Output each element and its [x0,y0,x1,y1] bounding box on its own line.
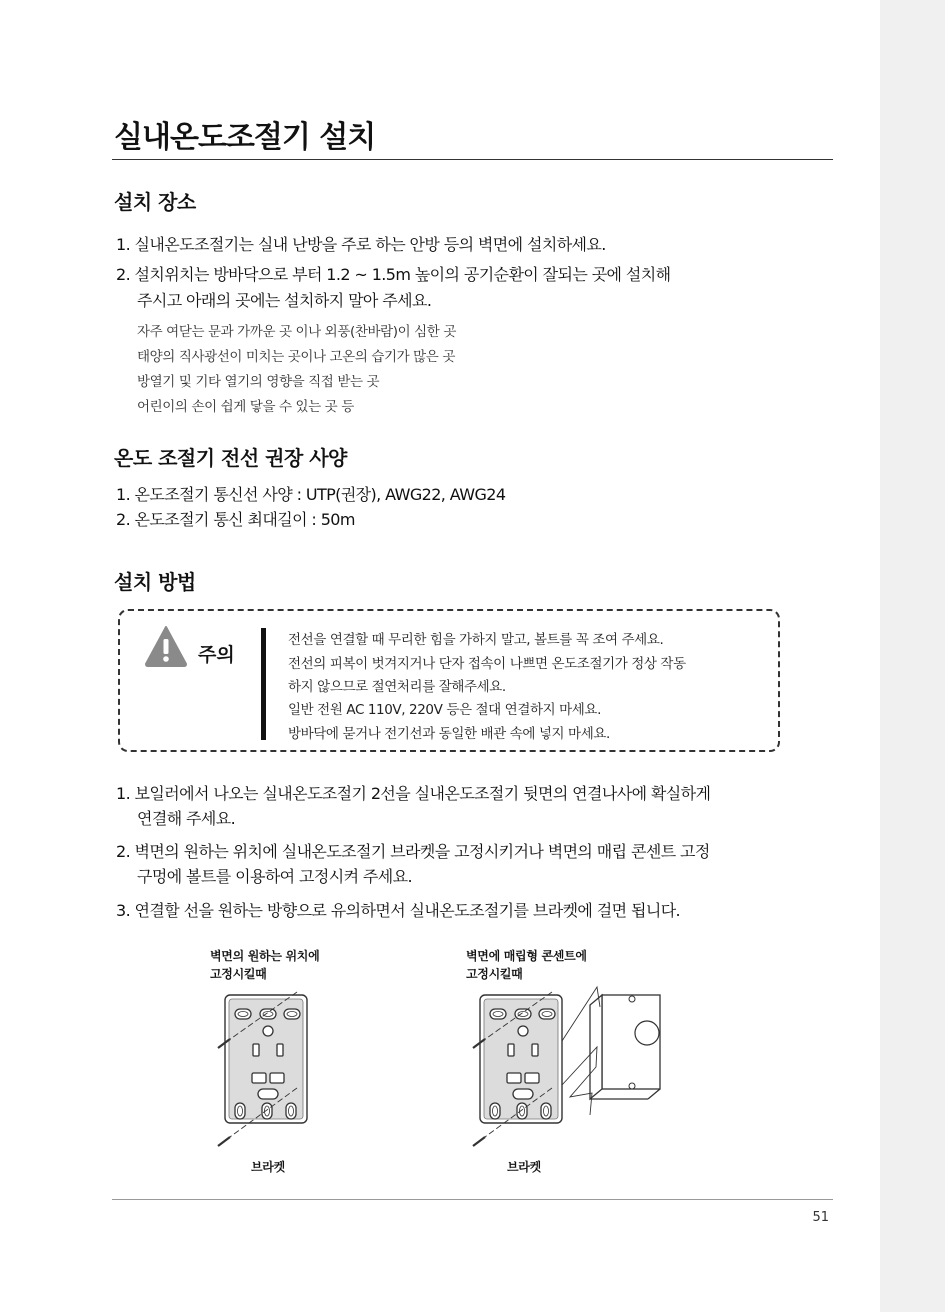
location-item-1: 1. 실내온도조절기는 실내 난방을 주로 하는 안방 등의 벽면에 설치하세요. [116,235,606,254]
caution-line-2: 전선의 피복이 벗겨지거나 단자 접속이 나쁘면 온도조절기가 정상 작동 [288,656,686,672]
figure-left-caption-1: 벽면의 원하는 위치에 [210,949,320,963]
page-title: 실내온도조절기 설치 [114,120,376,155]
avoid-item-2: 태양의 직사광선이 미치는 곳이나 고온의 습기가 많은 곳 [137,349,455,365]
page-number: 51 [812,1210,829,1225]
method-step-2: 2. 벽면의 원하는 위치에 실내온도조절기 브라켓을 고정시키거나 벽면의 매립 콘센트 고정 [116,842,710,861]
location-heading: 설치 장소 [114,190,196,214]
method-step-1: 1. 보일러에서 나오는 실내온도조절기 2선을 실내온도조절기 뒷면의 연결나사에 확실하게 [116,784,711,803]
caution-line-5: 방바닥에 묻거나 전기선과 동일한 배관 속에 넣지 마세요. [288,726,610,742]
method-heading: 설치 방법 [114,570,196,594]
method-step-3: 3. 연결할 선을 원하는 방향으로 유의하면서 실내온도조절기를 브라켓에 걸면 됩니다. [116,901,681,920]
caution-line-1: 전선을 연결할 때 무리한 힘을 가하지 말고, 볼트를 꼭 조여 주세요. [288,632,664,648]
location-item-2: 2. 설치위치는 방바닥으로 부터 1.2 ~ 1.5m 높이의 공기순환이 잘되는 곳에 설치해 [116,265,671,284]
caution-label: 주의 [198,644,235,666]
caution-line-3: 하지 않으므로 절연처리를 잘해주세요. [288,679,506,695]
caution-bar [261,628,266,740]
avoid-item-3: 방열기 및 기타 열기의 영향을 직접 받는 곳 [137,374,380,390]
avoid-item-1: 자주 여닫는 문과 가까운 곳 이나 외풍(찬바람)이 심한 곳 [137,324,456,340]
figure-right-caption-1: 벽면에 매립형 콘센트에 [466,949,587,963]
figure-right-label: 브라켓 [507,1160,541,1174]
bracket-outlet-box-illustration [470,985,670,1155]
footer-divider [112,1199,833,1200]
figure-left-label: 브라켓 [251,1160,285,1174]
avoid-item-4: 어린이의 손이 쉽게 닿을 수 있는 곳 등 [137,399,354,415]
warning-triangle-icon [144,625,188,667]
wire-spec-item-2: 2. 온도조절기 통신 최대길이 : 50m [116,510,355,529]
location-item-2-cont: 주시고 아래의 곳에는 설치하지 말아 주세요. [137,291,432,310]
bracket-wall-mount-illustration [215,990,315,1155]
method-step-2-cont: 구멍에 볼트를 이용하여 고정시켜 주세요. [137,867,412,886]
wire-spec-heading: 온도 조절기 전선 권장 사양 [114,446,347,470]
side-margin-band [880,0,945,1312]
caution-line-4: 일반 전원 AC 110V, 220V 등은 절대 연결하지 마세요. [288,702,601,718]
title-divider [112,159,833,160]
figure-left-caption-2: 고정시킬때 [210,967,267,981]
wire-spec-item-1: 1. 온도조절기 통신선 사양 : UTP(권장), AWG22, AWG24 [116,485,506,504]
figure-right-caption-2: 고정시킬때 [466,967,523,981]
method-step-1-cont: 연결해 주세요. [137,809,236,828]
